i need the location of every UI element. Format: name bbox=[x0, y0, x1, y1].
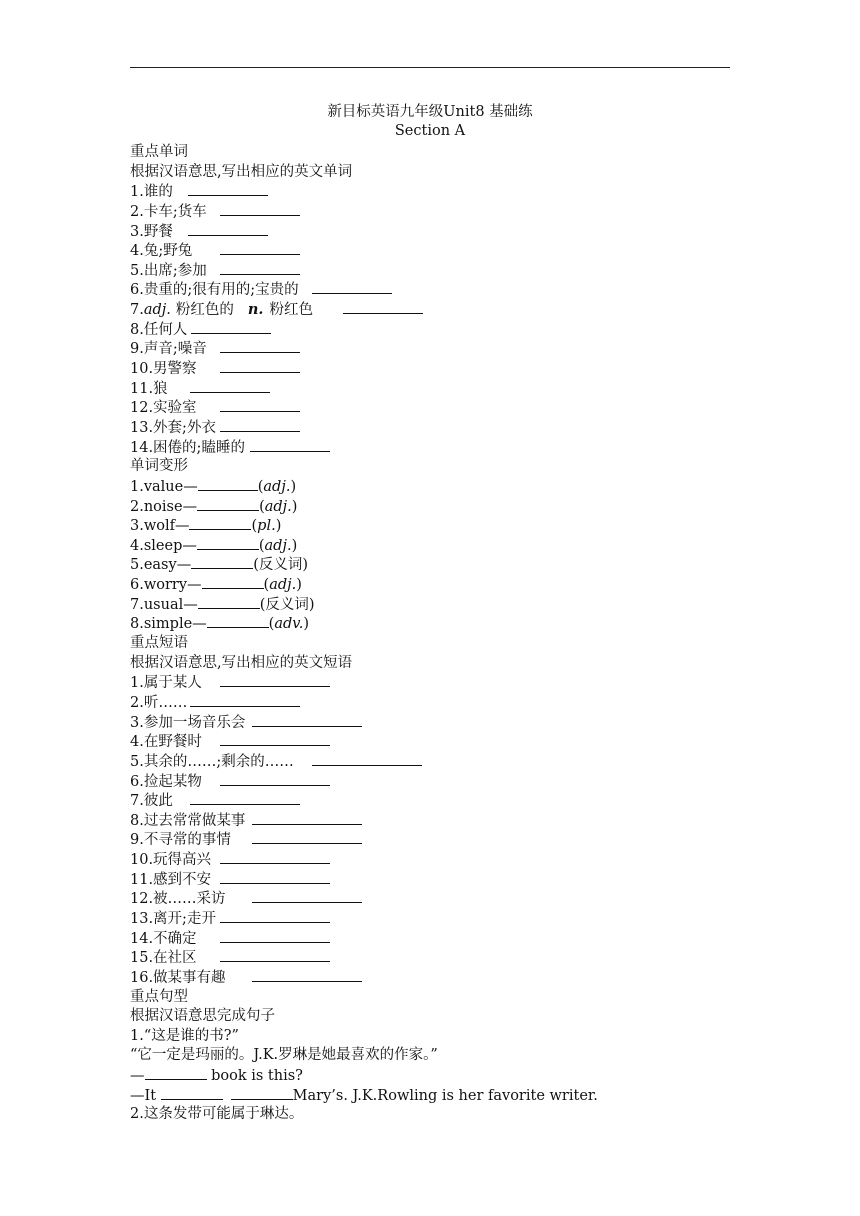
phrase-item-16 bbox=[130, 968, 730, 988]
word-prompt: 14.困倦的;瞌睡的 bbox=[130, 439, 245, 456]
answer-blank[interactable] bbox=[197, 497, 259, 511]
phrase-item-5 bbox=[130, 752, 730, 772]
page-title: 新目标英语九年级Unit8 基础练 bbox=[327, 104, 533, 120]
answer-blank[interactable] bbox=[231, 1086, 293, 1100]
word-prompt: 9.声音;噪音 bbox=[130, 341, 207, 358]
phrase-item-15 bbox=[130, 948, 730, 968]
word-form-hint: adj. bbox=[263, 478, 291, 495]
phrase-item-12 bbox=[130, 889, 730, 909]
word-meaning-n: 粉红色 bbox=[269, 302, 313, 319]
phrase-prompt: 12.被……采访 bbox=[130, 891, 226, 908]
word-form-item-1 bbox=[130, 477, 730, 497]
paren-open: ( bbox=[253, 557, 259, 574]
phrase-prompt: 14.不确定 bbox=[130, 930, 197, 947]
paren-close: ) bbox=[296, 577, 302, 594]
paren-close: ) bbox=[290, 478, 297, 495]
answer-blank[interactable] bbox=[220, 772, 330, 786]
answer-blank[interactable] bbox=[198, 595, 260, 609]
word-item-3 bbox=[130, 222, 730, 242]
word-prompt: 8.任何人 bbox=[130, 321, 188, 338]
phrase-item-10 bbox=[130, 850, 730, 870]
sentence-q1-prompt-2: “它一定是玛丽的。J.K.罗琳是她最喜欢的作家。” bbox=[130, 1047, 438, 1064]
answer-blank[interactable] bbox=[202, 575, 264, 589]
word-form-stem: 3.wolf— bbox=[130, 518, 190, 535]
instruction-words: 根据汉语意思,写出相应的英文单词 bbox=[130, 163, 353, 180]
word-form-item-8 bbox=[130, 614, 730, 634]
paren-open: ( bbox=[251, 518, 258, 535]
word-item-13 bbox=[130, 418, 730, 438]
phrase-item-14 bbox=[130, 929, 730, 949]
answer-blank[interactable] bbox=[220, 418, 300, 432]
phrase-prompt: 13.离开;走开 bbox=[130, 910, 216, 927]
header-rule bbox=[130, 67, 730, 68]
word-form-stem: 7.usual— bbox=[130, 596, 198, 613]
answer-blank[interactable] bbox=[197, 536, 259, 550]
instruction-sentences: 根据汉语意思完成句子 bbox=[130, 1008, 275, 1025]
word-item-9 bbox=[130, 339, 730, 359]
answer-blank[interactable] bbox=[220, 241, 300, 255]
phrase-item-4 bbox=[130, 732, 730, 752]
word-item-7 bbox=[130, 300, 730, 320]
answer-blank[interactable] bbox=[220, 202, 300, 216]
pos-adj: adj. bbox=[143, 302, 171, 319]
phrase-prompt: 2.听…… bbox=[130, 694, 188, 711]
pos-n: n. bbox=[247, 301, 264, 319]
word-form-stem: 1.value— bbox=[130, 478, 198, 495]
answer-blank[interactable] bbox=[252, 889, 362, 903]
word-form-hint: pl. bbox=[257, 518, 276, 535]
answer-blank[interactable] bbox=[220, 929, 330, 943]
phrase-item-6 bbox=[130, 772, 730, 792]
word-number: 7. bbox=[130, 302, 144, 319]
paren-open: ( bbox=[268, 616, 275, 633]
answer-blank[interactable] bbox=[220, 850, 330, 864]
word-form-hint: adj. bbox=[264, 537, 292, 554]
phrase-item-13 bbox=[130, 909, 730, 929]
word-prompt: 11.狼 bbox=[130, 380, 168, 397]
word-item-2 bbox=[130, 202, 730, 222]
word-meaning-adj: 粉红色的 bbox=[175, 302, 234, 319]
word-item-4 bbox=[130, 241, 730, 261]
phrase-item-9 bbox=[130, 830, 730, 850]
sentence-text: Mary’s. J.K.Rowling is her favorite writer. bbox=[292, 1087, 598, 1104]
answer-blank[interactable] bbox=[220, 359, 300, 373]
answer-blank[interactable] bbox=[207, 614, 269, 628]
answer-blank[interactable] bbox=[250, 438, 330, 452]
sentence-q2-prompt: 2.这条发带可能属于琳达。 bbox=[130, 1106, 304, 1123]
section-heading-phrases: 重点短语 bbox=[130, 635, 188, 652]
title-block bbox=[130, 103, 730, 141]
phrase-prompt: 8.过去常常做某事 bbox=[130, 812, 246, 829]
answer-blank[interactable] bbox=[220, 339, 300, 353]
answer-blank[interactable] bbox=[220, 948, 330, 962]
paren-open: ( bbox=[259, 596, 266, 613]
phrase-prompt: 16.做某事有趣 bbox=[130, 969, 226, 986]
answer-blank[interactable] bbox=[189, 516, 251, 530]
phrase-prompt: 7.彼此 bbox=[130, 793, 173, 810]
word-form-hint: 反义词 bbox=[265, 596, 309, 613]
sentence-q1-prompt: 1.“这是谁的书?” bbox=[130, 1027, 239, 1044]
phrase-item-8 bbox=[130, 811, 730, 831]
answer-blank[interactable] bbox=[252, 811, 362, 825]
word-item-12 bbox=[130, 398, 730, 418]
instruction-phrases: 根据汉语意思,写出相应的英文短语 bbox=[130, 654, 353, 671]
phrase-prompt: 15.在社区 bbox=[130, 950, 197, 967]
answer-blank[interactable] bbox=[252, 830, 362, 844]
phrase-prompt: 11.感到不安 bbox=[130, 871, 212, 888]
phrase-prompt: 4.在野餐时 bbox=[130, 734, 202, 751]
phrase-prompt: 3.参加一场音乐会 bbox=[130, 714, 246, 731]
phrase-prompt: 5.其余的……;剩余的…… bbox=[130, 753, 294, 770]
answer-blank[interactable] bbox=[220, 673, 330, 687]
sentence-text: —It bbox=[130, 1087, 161, 1104]
section-heading-words: 重点单词 bbox=[130, 144, 188, 160]
word-form-item-2 bbox=[130, 497, 730, 517]
word-prompt: 13.外套;外衣 bbox=[130, 419, 216, 436]
answer-blank[interactable] bbox=[190, 693, 300, 707]
word-item-14 bbox=[130, 438, 730, 458]
answer-blank[interactable] bbox=[252, 968, 362, 982]
paren-close: ) bbox=[275, 518, 282, 535]
answer-blank[interactable] bbox=[220, 909, 330, 923]
word-prompt: 3.野餐 bbox=[130, 223, 173, 240]
section-heading-word-forms: 单词变形 bbox=[130, 458, 188, 475]
word-item-8 bbox=[130, 320, 730, 340]
word-prompt: 10.男警察 bbox=[130, 361, 197, 378]
word-prompt: 5.出席;参加 bbox=[130, 262, 207, 279]
phrase-prompt: 6.捡起某物 bbox=[130, 773, 202, 790]
paren-open: ( bbox=[263, 577, 270, 594]
answer-blank[interactable] bbox=[161, 1086, 223, 1100]
word-form-stem: 6.worry— bbox=[130, 577, 202, 594]
word-form-item-3 bbox=[130, 516, 730, 536]
answer-blank[interactable] bbox=[220, 870, 330, 884]
phrase-item-3 bbox=[130, 713, 730, 733]
page-subtitle: Section A bbox=[394, 123, 466, 139]
word-form-item-6 bbox=[130, 575, 730, 595]
word-form-hint: adj. bbox=[269, 577, 297, 594]
word-form-stem: 4.sleep— bbox=[130, 537, 197, 554]
word-form-hint: adv. bbox=[274, 616, 304, 633]
section-heading-sentences: 重点句型 bbox=[130, 988, 188, 1005]
answer-blank[interactable] bbox=[191, 555, 253, 569]
answer-blank[interactable] bbox=[190, 791, 300, 805]
word-prompt: 12.实验室 bbox=[130, 400, 197, 417]
word-prompt: 4.兔;野兔 bbox=[130, 243, 193, 260]
paren-close: ) bbox=[291, 498, 298, 515]
word-form-item-7 bbox=[130, 595, 730, 615]
answer-blank[interactable] bbox=[312, 280, 392, 294]
word-form-item-5 bbox=[130, 555, 730, 575]
phrase-item-7 bbox=[130, 791, 730, 811]
word-prompt: 1.谁的 bbox=[130, 184, 173, 201]
phrase-item-11 bbox=[130, 870, 730, 890]
word-form-hint: 反义词 bbox=[258, 557, 303, 574]
phrase-prompt: 10.玩得高兴 bbox=[130, 852, 212, 869]
word-form-hint: adj. bbox=[264, 498, 292, 515]
word-form-stem: 2.noise— bbox=[130, 498, 198, 515]
phrase-item-1 bbox=[130, 673, 730, 693]
word-item-1 bbox=[130, 182, 730, 202]
paren-close: ) bbox=[308, 596, 315, 613]
phrase-item-2 bbox=[130, 693, 730, 713]
phrase-prompt: 9.不寻常的事情 bbox=[130, 832, 231, 849]
word-form-stem: 5.easy— bbox=[130, 557, 192, 574]
answer-blank[interactable] bbox=[343, 300, 423, 314]
word-item-5 bbox=[130, 261, 730, 281]
sentence-text: book is this? bbox=[206, 1068, 303, 1085]
paren-close: ) bbox=[303, 616, 310, 633]
answer-blank[interactable] bbox=[145, 1066, 207, 1080]
word-item-6 bbox=[130, 280, 730, 300]
paren-open: ( bbox=[258, 537, 265, 554]
paren-close: ) bbox=[291, 537, 298, 554]
answer-blank[interactable] bbox=[188, 182, 268, 196]
answer-blank[interactable] bbox=[252, 713, 362, 727]
paren-close: ) bbox=[302, 557, 309, 574]
sentence-q1-line-2 bbox=[130, 1086, 730, 1106]
answer-blank[interactable] bbox=[198, 477, 258, 491]
answer-blank[interactable] bbox=[188, 222, 268, 236]
dash: — bbox=[130, 1068, 145, 1085]
answer-blank[interactable] bbox=[220, 398, 300, 412]
answer-blank[interactable] bbox=[312, 752, 422, 766]
answer-blank[interactable] bbox=[220, 732, 330, 746]
word-prompt: 2.卡车;货车 bbox=[130, 203, 207, 220]
word-form-item-4 bbox=[130, 536, 730, 556]
sentence-q1-line-1 bbox=[130, 1066, 730, 1086]
word-item-11 bbox=[130, 379, 730, 399]
word-prompt: 6.贵重的;很有用的;宝贵的 bbox=[130, 282, 299, 299]
paren-open: ( bbox=[257, 478, 264, 495]
worksheet-content bbox=[130, 143, 730, 1125]
answer-blank[interactable] bbox=[190, 379, 270, 393]
word-item-10 bbox=[130, 359, 730, 379]
answer-blank[interactable] bbox=[220, 261, 300, 275]
paren-open: ( bbox=[259, 498, 265, 515]
word-form-stem: 8.simple— bbox=[130, 616, 207, 633]
phrase-prompt: 1.属于某人 bbox=[130, 675, 202, 692]
answer-blank[interactable] bbox=[191, 320, 271, 334]
